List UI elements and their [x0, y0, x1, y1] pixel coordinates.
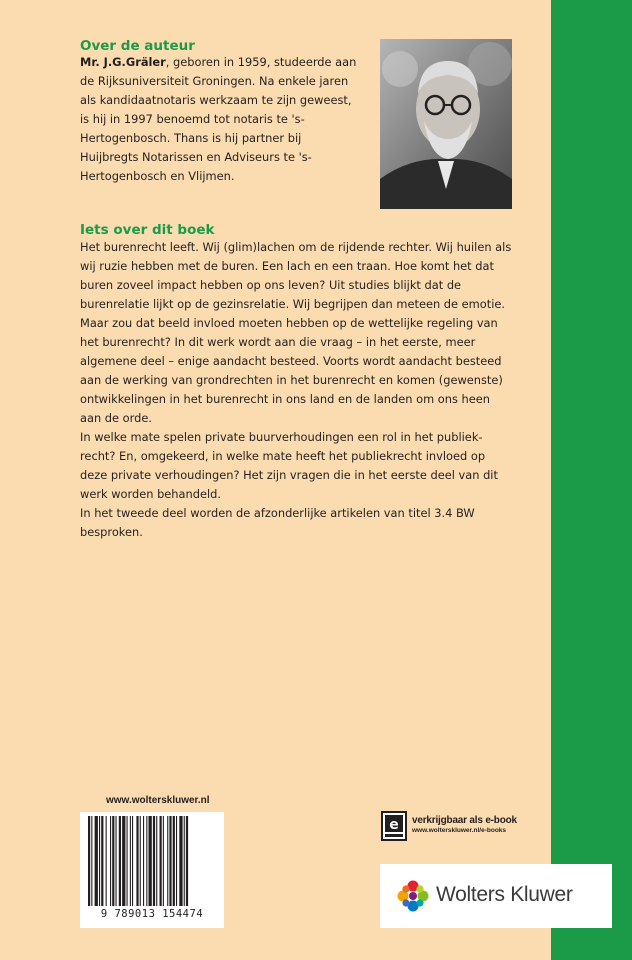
- ebook-url: www.wolterskluwer.nl/e-books: [412, 827, 507, 834]
- barcode-bar: [136, 816, 138, 906]
- author-bio: [80, 53, 362, 186]
- barcode-bar: [163, 816, 164, 906]
- barcode-digits: 9 789013 154474: [100, 908, 204, 920]
- barcode-bar: [106, 816, 107, 906]
- author-photo: [380, 39, 512, 209]
- book-paragraph-2: In welke mate spelen private buurverhoudingen een rol in het publiekrecht? En, omgekeerd, in welke mate heeft het publiekrecht invloed op deze private verhoudingen? Het zijn vragen die in het eerste deel van dit werk worden behandeld.: [80, 430, 498, 501]
- author-name: Mr. J.G.Gräler: [80, 55, 166, 69]
- barcode-bar: [143, 816, 144, 906]
- book-heading: Iets over dit boek: [80, 222, 215, 238]
- ebook-label: verkrijgbaar als e-book: [412, 815, 517, 826]
- wolters-kluwer-logo-icon: [396, 879, 430, 913]
- barcode-bar: [160, 816, 162, 906]
- publisher-name: Wolters Kluwer: [436, 883, 573, 906]
- barcode-bar: [91, 816, 92, 906]
- barcode-bar: [112, 816, 114, 906]
- barcode-bar: [167, 816, 168, 906]
- book-paragraph-1: Het burenrecht leeft. Wij (glim)lachen om de rijdende rechter. Wij huilen als wij ruzie hebben met de buren. Een lach en een traan. Hoe komt het dat buren zoveel impact hebben op ons leven? Uit studies blijkt dat de burenrelatie lijkt op de gezinsrelatie. Wij begrijpen dan meteen de emotie. Maar zou dat beeld invloed moeten hebben op de wettelijke regeling van het burenrecht? In dit werk wordt aan die vraag – in het eerste, meer algemene deel – enige aandacht besteed. Voorts wordt aandacht besteed aan de werking van grondrechten in het burenrecht en komen (gewenste) ontwikkelingen in het burenrecht in ons land en de landen om ons heen aan de orde.: [80, 240, 512, 425]
- publisher-logo-box: [380, 864, 612, 928]
- barcode-bar: [132, 816, 133, 906]
- svg-text:e: e: [389, 817, 399, 833]
- barcode-bar: [149, 816, 152, 906]
- barcode-bar: [179, 816, 182, 906]
- barcode-bar: [119, 816, 121, 906]
- author-bio-text: , geboren in 1959, studeerde aan de Rijksuniversiteit Groningen. Na enkele jaren als kandidaatnotaris werkzaam te zijn geweest, is hij in 1997 benoemd tot notaris te 's-Hertogenbosch. Thans is hij partner bij Huijbregts Notarissen en Adviseurs te 's-Hertogenbosch en Vlijmen.: [80, 55, 357, 183]
- barcode-bar: [156, 816, 157, 906]
- barcode-bar: [88, 816, 90, 906]
- barcode-bar: [153, 816, 155, 906]
- barcode-bar: [140, 816, 141, 906]
- author-heading: Over de auteur: [80, 38, 195, 54]
- website-url: www.wolterskluwer.nl: [106, 795, 210, 806]
- barcode-bar: [122, 816, 125, 906]
- barcode-bar: [101, 816, 103, 906]
- barcode-bar: [186, 816, 188, 906]
- ebook-info: [412, 815, 517, 834]
- barcode-bar: [116, 816, 117, 906]
- ebook-icon: [381, 811, 407, 841]
- barcode-bar: [95, 816, 98, 906]
- green-side-strip: [551, 0, 632, 960]
- barcode-bar: [184, 816, 185, 906]
- barcode-bar: [146, 816, 147, 906]
- book-paragraph-3: In het tweede deel worden de afzonderlijke artikelen van titel 3.4 BW besproken.: [80, 506, 475, 539]
- barcode-bar: [176, 816, 177, 906]
- book-description: [80, 238, 512, 542]
- barcode-bar: [110, 816, 111, 906]
- barcode-bar: [127, 816, 128, 906]
- barcode-bar: [99, 816, 100, 906]
- barcode-bar: [173, 816, 175, 906]
- barcode-bar: [130, 816, 131, 906]
- barcode-bar: [169, 816, 171, 906]
- barcode: [80, 812, 224, 928]
